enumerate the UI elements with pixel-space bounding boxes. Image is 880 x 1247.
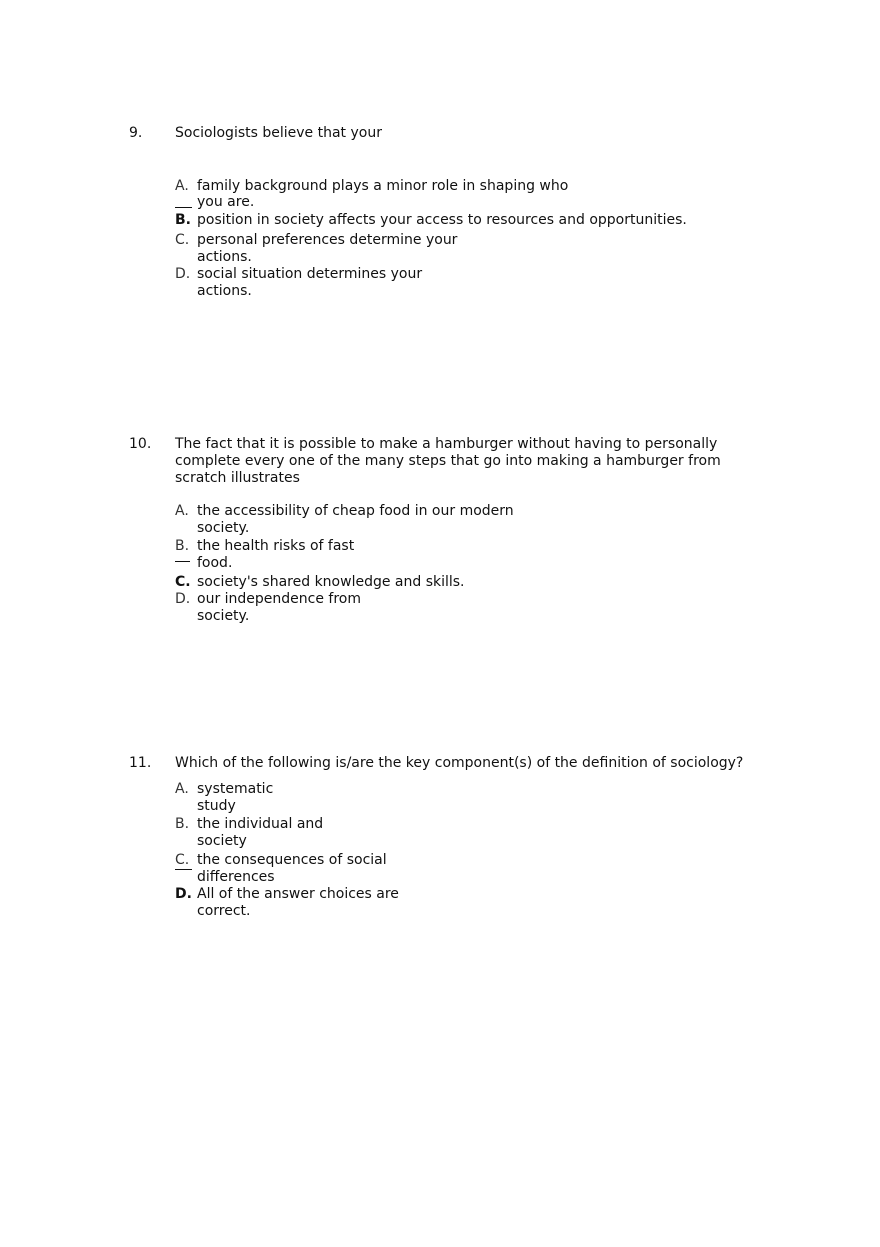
option-text: the health risks of fast: [197, 538, 355, 554]
option-label: A.: [175, 503, 189, 519]
option-label-correct: B.: [175, 212, 191, 228]
option-text: the individual and: [197, 816, 324, 832]
option-label-correct: D.: [175, 886, 192, 902]
option-text: society.: [197, 608, 250, 624]
option-label: C.: [175, 852, 190, 868]
option-text: position in society affects your access to resources and opportunities.: [197, 212, 687, 228]
option-text: actions.: [197, 283, 252, 299]
option-label: D.: [175, 266, 191, 282]
option-text: you are.: [197, 194, 255, 210]
option-label: B.: [175, 816, 190, 832]
option-label: C.: [175, 232, 190, 248]
question-stem: Sociologists believe that your: [175, 125, 382, 141]
option-text: social situation determines your: [197, 266, 423, 282]
option-label: B.: [175, 538, 190, 554]
question-stem: complete every one of the many steps that go into making a hamburger from: [175, 453, 721, 469]
option-text: society: [197, 833, 247, 849]
option-text: personal preferences determine your: [197, 232, 458, 248]
option-label-correct: C.: [175, 574, 191, 590]
option-text: actions.: [197, 249, 252, 265]
option-text: the accessibility of cheap food in our modern: [197, 503, 514, 519]
option-text: All of the answer choices are: [197, 886, 399, 902]
answer-blank: [175, 561, 190, 562]
question-number: 9.: [129, 125, 143, 141]
question-stem: scratch illustrates: [175, 470, 300, 486]
option-text: food.: [197, 555, 233, 571]
option-text: the consequences of social: [197, 852, 387, 868]
option-label: A.: [175, 178, 189, 194]
option-text: our independence from: [197, 591, 361, 607]
option-label: A.: [175, 781, 189, 797]
question-stem: The fact that it is possible to make a hamburger without having to personally: [175, 436, 718, 452]
option-text: family background plays a minor role in shaping who: [197, 178, 569, 194]
answer-blank: [175, 869, 192, 870]
option-text: study: [197, 798, 236, 814]
option-text: society's shared knowledge and skills.: [197, 574, 465, 590]
option-text: society.: [197, 520, 250, 536]
question-number: 10.: [129, 436, 152, 452]
question-number: 11.: [129, 755, 152, 771]
answer-blank: [175, 207, 192, 208]
option-text: systematic: [197, 781, 274, 797]
question-stem: Which of the following is/are the key component(s) of the definition of sociology?: [175, 755, 744, 771]
option-text: differences: [197, 869, 275, 885]
option-text: correct.: [197, 903, 251, 919]
option-label: D.: [175, 591, 191, 607]
